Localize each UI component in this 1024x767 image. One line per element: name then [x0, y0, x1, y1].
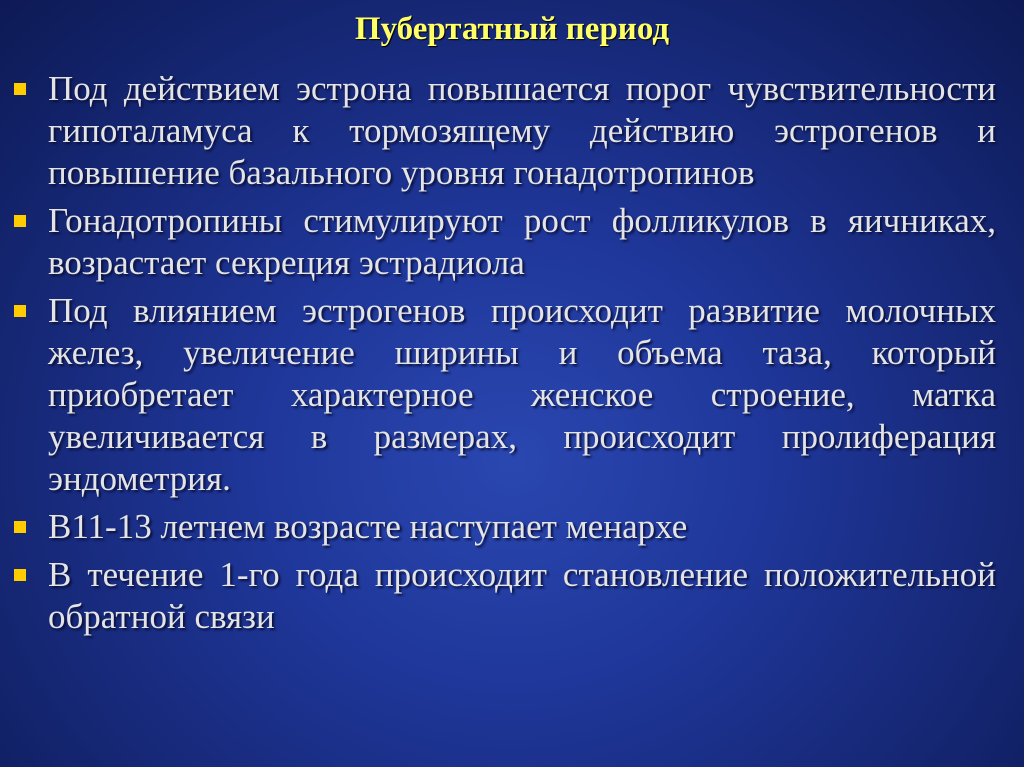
- bullet-text: В11-13 летнем возрасте наступает менархе: [48, 507, 688, 546]
- square-bullet-icon: [14, 569, 26, 581]
- bullet-item: [14, 506, 996, 548]
- bullet-item: [14, 68, 996, 194]
- bullet-item: [14, 290, 996, 500]
- bullet-text: Под влиянием эстрогенов происходит развитие молочных желез, увеличение ширины и объема таза, который приобретает характерное женское строение, матка увеличивается в размерах, происходит пролиферация эндометрия.: [48, 291, 996, 498]
- square-bullet-icon: [14, 83, 26, 95]
- bullet-text: Гонадотропины стимулируют рост фолликулов в яичниках, возрастает секреция эстрадиола: [48, 201, 996, 282]
- bullet-list: [14, 68, 996, 644]
- square-bullet-icon: [14, 215, 26, 227]
- bullet-text: В течение 1-го года происходит становление положительной обратной связи: [48, 555, 996, 636]
- bullet-text: Под действием эстрона повышается порог чувствительности гипоталамуса к тормозящему действию эстрогенов и повышение базального уровня гонадотропинов: [48, 69, 996, 192]
- square-bullet-icon: [14, 521, 26, 533]
- square-bullet-icon: [14, 305, 26, 317]
- bullet-item: [14, 554, 996, 638]
- slide-title: Пубертатный период: [354, 11, 670, 47]
- bullet-item: [14, 200, 996, 284]
